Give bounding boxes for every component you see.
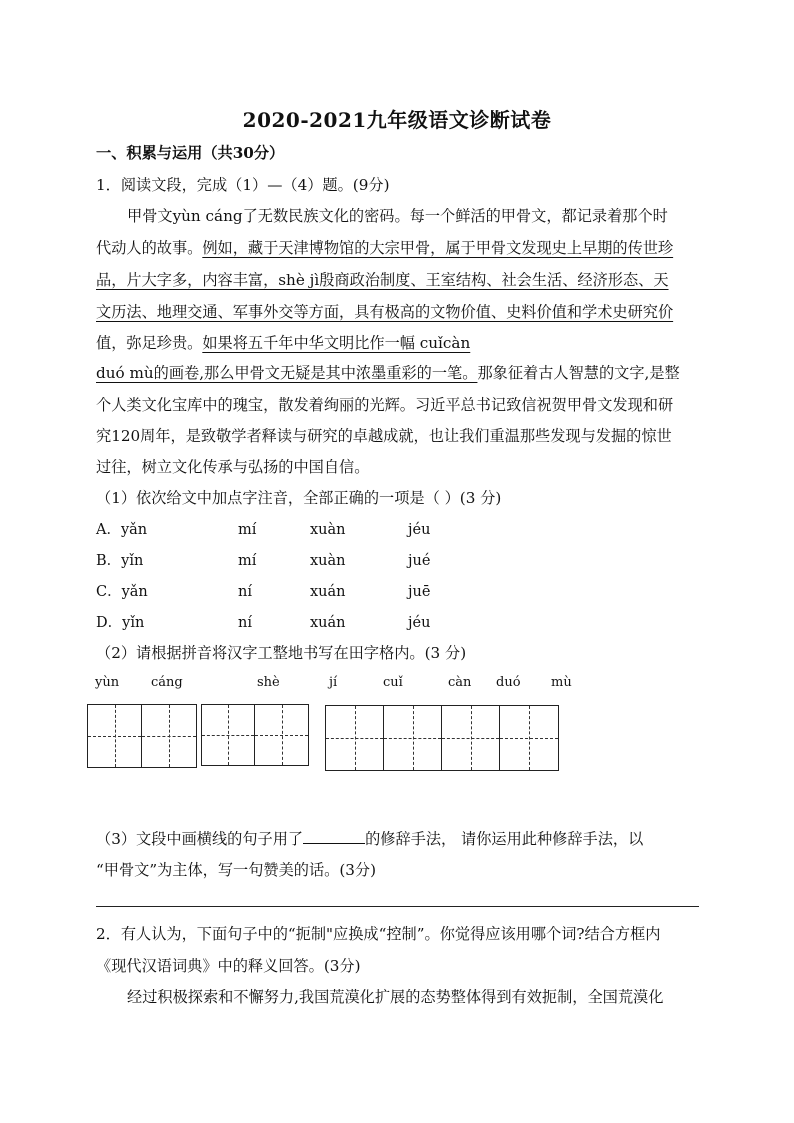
option-a-c2: mí bbox=[238, 522, 257, 538]
underlined-sentence-1: 例如，藏于天津博物馆的大宗甲骨，属于甲骨文发现史上早期的传世珍 bbox=[202, 239, 674, 257]
grid-cell[interactable] bbox=[255, 705, 308, 765]
sub-question-2-stem: （2）请根据拼音将汉字工整地书写在田字格内。(3 分) bbox=[96, 644, 467, 662]
option-a-c4: jéu bbox=[408, 522, 431, 538]
writing-grid-cuican-duomu[interactable] bbox=[325, 705, 559, 771]
grid-cell[interactable] bbox=[384, 706, 442, 770]
pinyin-she: shè bbox=[257, 675, 280, 690]
question-2-line-2: 《现代汉语词典》中的释义回答。(3分) bbox=[96, 957, 361, 975]
option-d-c2: ní bbox=[238, 615, 252, 631]
option-d-label: D．yǐn bbox=[96, 615, 145, 631]
option-c-c2: ní bbox=[238, 584, 252, 600]
passage-line-3: 品，片大字多，内容丰富，shè jì殷商政治制度、王室结构、社会生活、经济形态、天 bbox=[96, 271, 669, 289]
pinyin-can: càn bbox=[448, 675, 472, 690]
option-d-c4: jéu bbox=[408, 615, 431, 631]
grid-cell[interactable] bbox=[326, 706, 384, 770]
exam-title: 2020-2021九年级语文诊断试卷 bbox=[242, 108, 552, 132]
pinyin-duo: duó bbox=[496, 675, 521, 690]
question-2-line-1: 2．有人认为，下面句子中的“扼制"应换成“控制”。你觉得应该用哪个词?结合方框内 bbox=[96, 925, 661, 943]
passage-line-8: 究120周年，是致敬学者释读与研究的卓越成就，也让我们重温那些发现与发掘的惊世 bbox=[96, 427, 672, 445]
option-b-c2: mí bbox=[238, 553, 257, 569]
option-a-label: A．yǎn bbox=[96, 522, 148, 538]
passage-line-5: 值，弥足珍贵。如果将五千年中华文明比作一幅 cuǐcàn bbox=[96, 334, 471, 352]
answer-blank[interactable] bbox=[303, 829, 365, 844]
underlined-sentence-2: 如果将五千年中华文明比作一幅 cuǐcàn bbox=[202, 334, 471, 352]
option-b-c3: xuàn bbox=[310, 553, 346, 569]
grid-cell[interactable] bbox=[88, 705, 142, 767]
option-b-c4: jué bbox=[408, 553, 431, 569]
option-c-c4: juē bbox=[408, 584, 431, 600]
writing-grid-yun-cang[interactable] bbox=[87, 704, 197, 768]
pinyin-ji: jí bbox=[329, 675, 338, 690]
section-heading: 一、积累与运用（共30分） bbox=[96, 144, 285, 162]
grid-cell[interactable] bbox=[202, 705, 255, 765]
option-b-label: B．yǐn bbox=[96, 553, 144, 569]
answer-line[interactable] bbox=[96, 906, 699, 907]
passage-line-1: 甲骨文yùn cáng了无数民族文化的密码。每一个鲜活的甲骨文，都记录着那个时 bbox=[127, 207, 668, 225]
writing-grid-she-ji[interactable] bbox=[201, 704, 309, 766]
option-a-c3: xuàn bbox=[310, 522, 346, 538]
passage-line-9: 过往，树立文化传承与弘扬的中国自信。 bbox=[96, 458, 370, 476]
sub-question-1-stem: （1）依次给文中加点字注音，全部正确的一项是（ ）(3 分) bbox=[96, 489, 502, 507]
pinyin-cui: cuǐ bbox=[383, 675, 403, 690]
option-d-c3: xuán bbox=[310, 615, 346, 631]
passage-line-4: 文历法、地理交通、军事外交等方面，具有极高的文物价值、史料价值和学术史研究价 bbox=[96, 303, 674, 321]
sub-question-3-line-2: “甲骨文”为主体，写一句赞美的话。(3分) bbox=[96, 861, 377, 879]
question-2-line-3: 经过积极探索和不懈努力,我国荒漠化扩展的态势整体得到有效扼制，全国荒漠化 bbox=[127, 988, 664, 1006]
passage-line-6: duó mù的画卷,那么甲骨文无疑是其中浓墨重彩的一笔。那象征着古人智慧的文字,是整 bbox=[96, 364, 680, 382]
passage-line-7: 个人类文化宝库中的瑰宝，散发着绚丽的光辉。习近平总书记致信祝贺甲骨文发现和研 bbox=[96, 396, 674, 414]
grid-cell[interactable] bbox=[442, 706, 500, 770]
option-c-label: C．yǎn bbox=[96, 584, 148, 600]
passage-line-2: 代动人的故事。例如，藏于天津博物馆的大宗甲骨，属于甲骨文发现史上早期的传世珍 bbox=[96, 239, 674, 257]
option-c-c3: xuán bbox=[310, 584, 346, 600]
sub-question-3-line-1: （3）文段中画横线的句子用了 的修辞手法， 请你运用此种修辞手法，以 bbox=[96, 830, 644, 848]
pinyin-mu: mù bbox=[551, 675, 572, 690]
grid-cell[interactable] bbox=[500, 706, 558, 770]
pinyin-yun: yùn bbox=[95, 675, 120, 690]
underlined-sentence-2-end: duó mù的画卷,那么甲骨文无疑是其中浓墨重彩的一笔。 bbox=[96, 364, 478, 382]
pinyin-cang: cáng bbox=[151, 675, 183, 690]
question-1-stem: 1．阅读文段，完成（1）—（4）题。(9分) bbox=[96, 176, 390, 194]
grid-cell[interactable] bbox=[142, 705, 196, 767]
